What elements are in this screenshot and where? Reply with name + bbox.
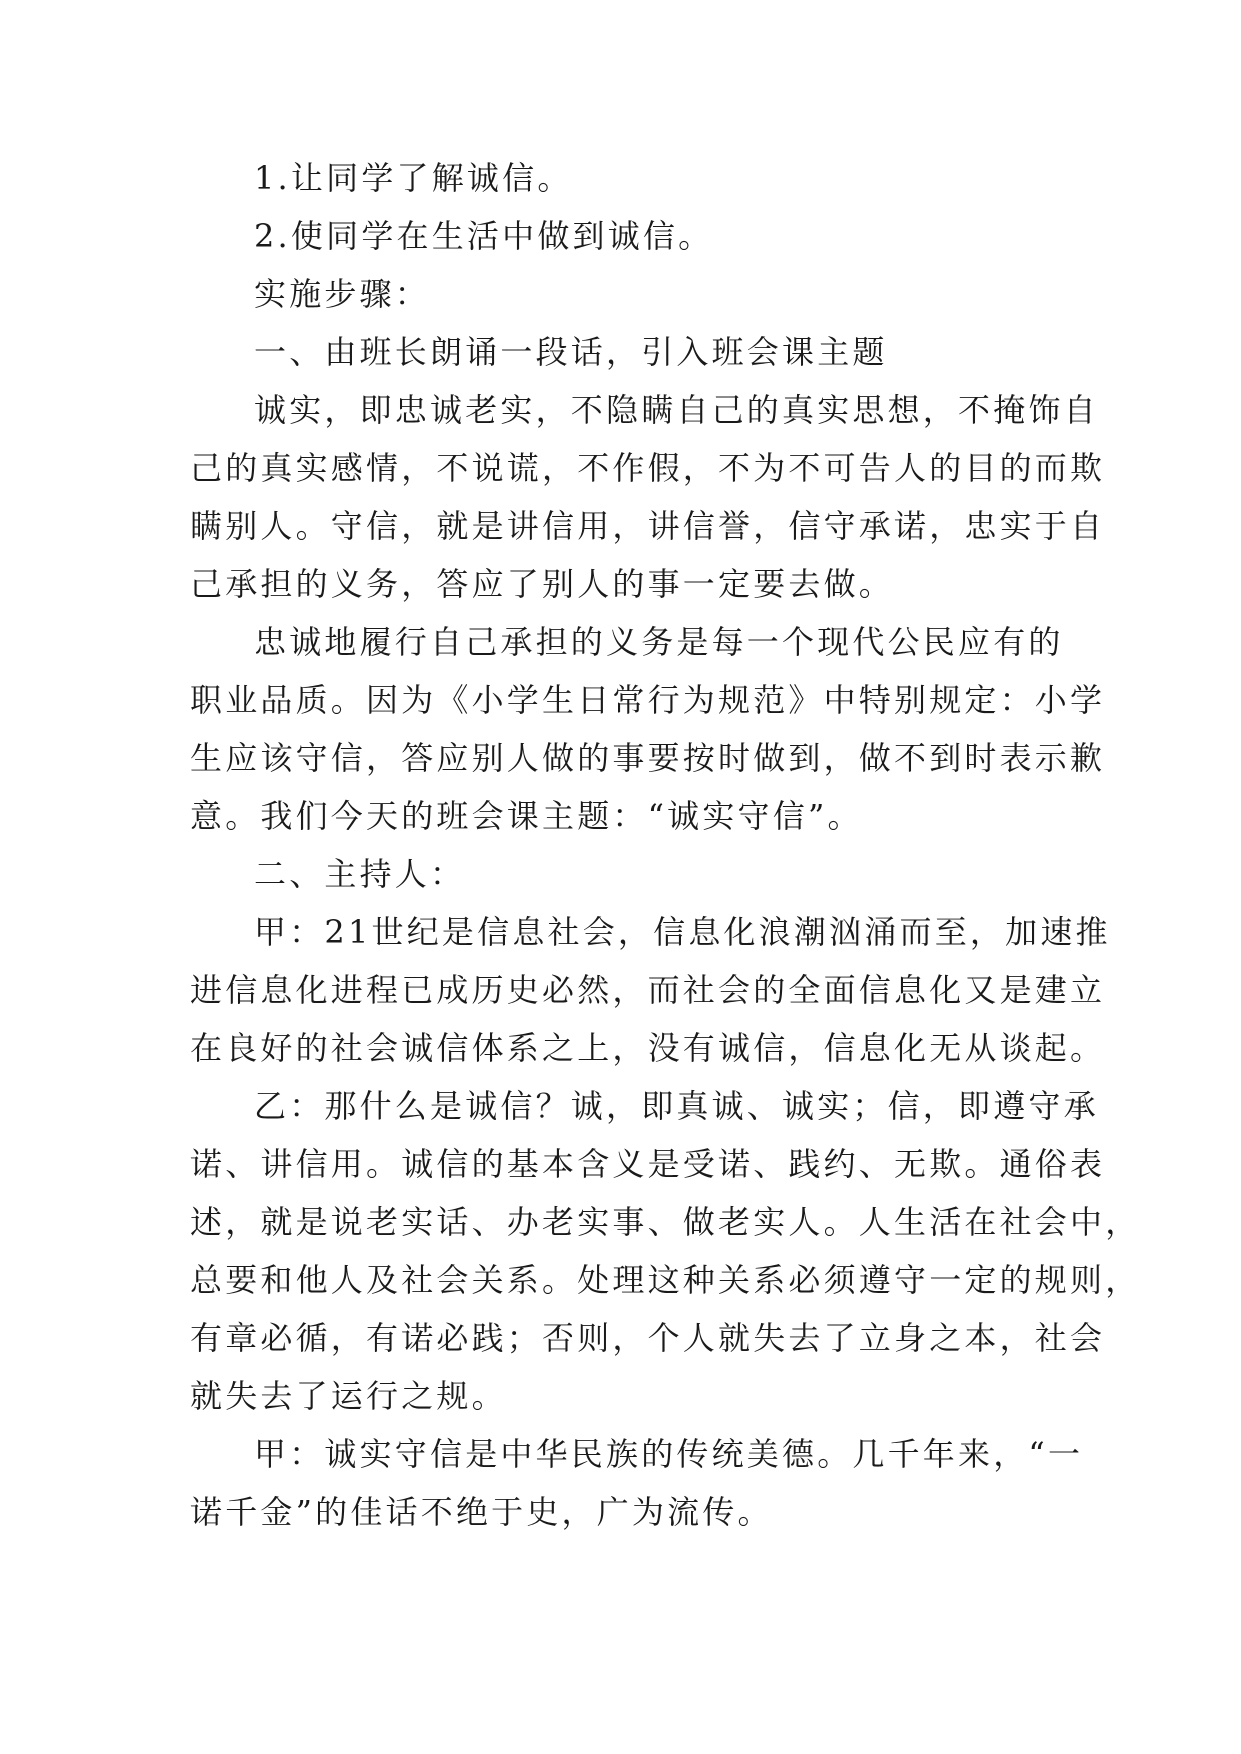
paragraph-line: 生应该守信，答应别人做的事要按时做到，做不到时表示歉 (190, 739, 1106, 777)
paragraph-line: 在良好的社会诚信体系之上，没有诚信，信息化无从谈起。 (190, 1029, 1106, 1067)
section-heading-steps: 实施步骤： (254, 275, 431, 313)
paragraph-line: 进信息化进程已成历史必然，而社会的全面信息化又是建立 (190, 971, 1106, 1009)
paragraph-line: 诺千金”的佳话不绝于史，广为流传。 (190, 1493, 773, 1531)
paragraph-line: 述，就是说老实话、办老实事、做老实人。人生活在社会中， (190, 1203, 1141, 1241)
paragraph-line: 有章必循，有诺必践；否则，个人就失去了立身之本，社会 (190, 1319, 1106, 1357)
step-2-heading: 二、主持人： (254, 855, 466, 893)
goal-2-line: 2.使同学在生活中做到诚信。 (254, 217, 714, 255)
paragraph-line: 乙：那什么是诚信？诚，即真诚、诚实；信，即遵守承 (254, 1087, 1099, 1125)
paragraph-line: 诚实，即忠诚老实，不隐瞒自己的真实思想，不掩饰自 (254, 391, 1099, 429)
paragraph-line: 就失去了运行之规。 (190, 1377, 507, 1415)
goal-1-line: 1.让同学了解诚信。 (254, 159, 573, 197)
step-1-heading: 一、由班长朗诵一段话，引入班会课主题 (254, 333, 888, 371)
paragraph-line: 己的真实感情，不说谎，不作假，不为不可告人的目的而欺 (190, 449, 1106, 487)
paragraph-line: 诺、讲信用。诚信的基本含义是受诺、践约、无欺。通俗表 (190, 1145, 1106, 1183)
paragraph-line: 瞒别人。守信，就是讲信用，讲信誉，信守承诺，忠实于自 (190, 507, 1106, 545)
paragraph-line: 甲：诚实守信是中华民族的传统美德。几千年来，“一 (254, 1435, 1084, 1473)
paragraph-line: 己承担的义务，答应了别人的事一定要去做。 (190, 565, 895, 603)
paragraph-line: 职业品质。因为《小学生日常行为规范》中特别规定：小学 (190, 681, 1106, 719)
paragraph-line: 甲：21世纪是信息社会，信息化浪潮汹涌而至，加速推 (254, 913, 1111, 951)
paragraph-line: 意。我们今天的班会课主题：“诚实守信”。 (190, 797, 863, 835)
paragraph-line: 忠诚地履行自己承担的义务是每一个现代公民应有的 (254, 623, 1064, 661)
paragraph-line: 总要和他人及社会关系。处理这种关系必须遵守一定的规则， (190, 1261, 1141, 1299)
